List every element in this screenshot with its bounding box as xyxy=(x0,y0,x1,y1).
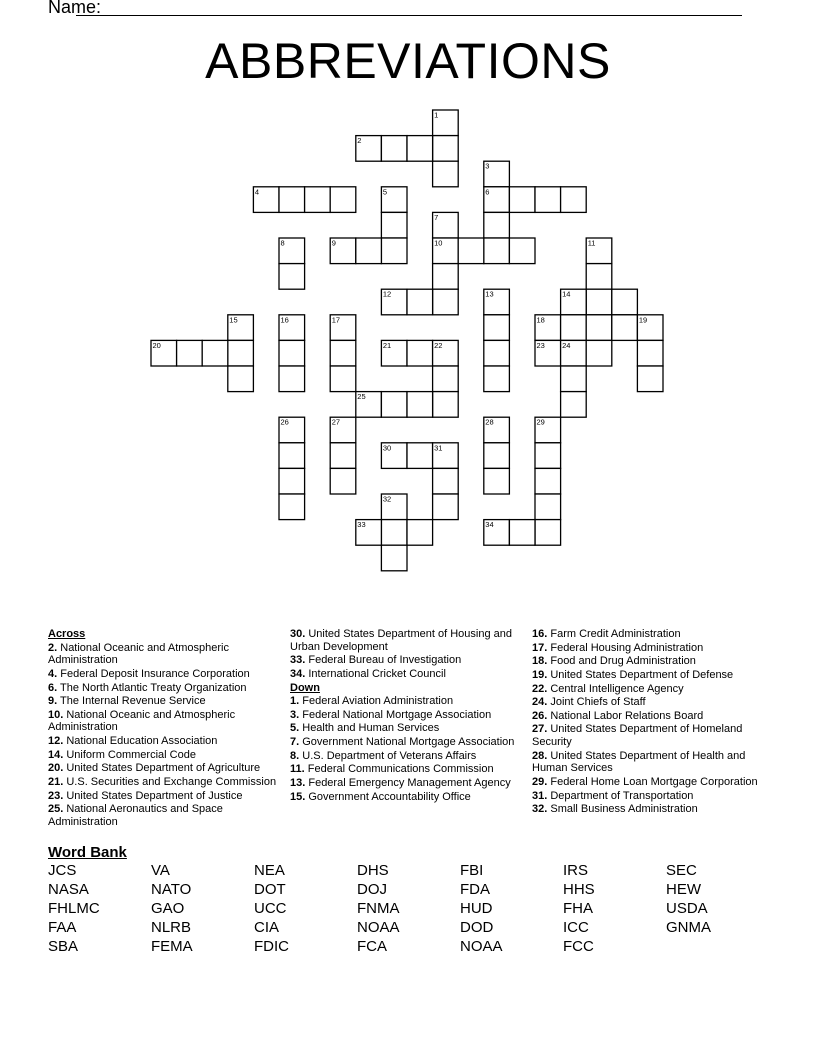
clue-item xyxy=(532,803,764,816)
grid-cell[interactable] xyxy=(561,392,587,418)
word-bank-title: Word Bank xyxy=(48,844,127,861)
grid-cell[interactable] xyxy=(279,366,305,392)
clue-item xyxy=(290,709,522,722)
word-bank-item: FHA xyxy=(563,900,593,917)
clue-text: United States Department of Agriculture xyxy=(63,762,261,775)
clue-number: 5. xyxy=(290,722,300,735)
grid-cell[interactable] xyxy=(381,545,407,571)
cell-number: 29 xyxy=(536,417,545,427)
grid-cell[interactable] xyxy=(407,340,433,366)
clue-text: Government Accountability Office xyxy=(305,790,471,803)
word-bank-item: FAA xyxy=(48,919,77,936)
word-bank-item: NLRB xyxy=(151,919,192,936)
page-title: ABBREVIATIONS xyxy=(205,33,611,89)
grid-cell[interactable] xyxy=(381,520,407,546)
clue-item xyxy=(48,682,280,695)
clue-number: 16. xyxy=(532,628,548,640)
word-bank-item: SBA xyxy=(48,938,79,955)
across-heading: Across xyxy=(48,628,86,640)
clue-text: National Oceanic and Atmospheric Administration xyxy=(48,708,236,734)
grid-cell[interactable] xyxy=(433,161,459,187)
clues-column-3 xyxy=(532,628,764,817)
grid-cell[interactable] xyxy=(484,340,510,366)
grid-cell[interactable] xyxy=(433,468,459,494)
grid-cell[interactable] xyxy=(177,340,203,366)
cell-number: 31 xyxy=(434,443,443,453)
clue-number: 26. xyxy=(532,709,548,722)
clue-text: Federal Housing Administration xyxy=(547,641,704,654)
grid-cell[interactable] xyxy=(484,315,510,341)
grid-cell[interactable] xyxy=(407,443,433,469)
clue-item xyxy=(48,735,280,748)
clue-item xyxy=(48,790,280,803)
clue-item xyxy=(290,722,522,735)
clue-number: 13. xyxy=(290,777,306,790)
grid-cell[interactable] xyxy=(433,494,459,520)
clue-item xyxy=(290,736,522,749)
clue-text: Federal Home Loan Mortgage Corporation xyxy=(547,776,758,789)
clue-number: 24. xyxy=(532,696,548,709)
clue-item xyxy=(532,628,764,641)
grid-cell[interactable] xyxy=(458,238,484,264)
grid-cell[interactable] xyxy=(484,468,510,494)
clue-item xyxy=(532,710,764,723)
word-bank-item: HUD xyxy=(460,900,493,917)
clue-item xyxy=(290,791,522,804)
word-bank-item: FCC xyxy=(563,938,594,955)
clue-text: International Cricket Council xyxy=(305,667,446,680)
clue-text: The Internal Revenue Service xyxy=(57,695,206,708)
down-clues-part-1 xyxy=(290,695,522,803)
cell-number: 17 xyxy=(331,315,341,325)
clue-number: 14. xyxy=(48,748,64,761)
clue-text: Federal National Mortgage Association xyxy=(299,708,492,721)
clue-number: 15. xyxy=(290,790,306,803)
cell-number: 10 xyxy=(434,238,443,248)
clue-item xyxy=(532,776,764,789)
clue-text: National Oceanic and Atmospheric Administration xyxy=(48,641,230,667)
clue-number: 25. xyxy=(48,803,64,816)
clue-text: U.S. Department of Veterans Affairs xyxy=(299,749,477,762)
word-bank-item: DOT xyxy=(254,881,286,898)
cell-number: 11 xyxy=(587,238,596,248)
clue-item xyxy=(532,790,764,803)
grid-cell[interactable] xyxy=(356,238,382,264)
cell-number: 6 xyxy=(485,187,490,197)
grid-cell[interactable] xyxy=(535,520,561,546)
grid-cell[interactable] xyxy=(407,136,433,162)
word-bank-item: GAO xyxy=(151,900,185,917)
clue-item xyxy=(532,750,764,775)
grid-cell[interactable] xyxy=(381,136,407,162)
clue-item xyxy=(48,668,280,681)
cell-number: 3 xyxy=(485,161,490,171)
grid-cell[interactable] xyxy=(535,494,561,520)
clue-text: Federal Aviation Administration xyxy=(299,695,454,708)
clue-item xyxy=(290,628,522,653)
clue-number: 21. xyxy=(48,776,64,789)
grid-cell[interactable] xyxy=(586,315,612,341)
name-label: Name: xyxy=(48,0,102,17)
grid-cell[interactable] xyxy=(484,212,510,238)
clue-text: United States Department of Housing and Urban Development xyxy=(290,628,512,653)
clue-text: The North Atlantic Treaty Organization xyxy=(57,681,247,694)
clue-number: 31. xyxy=(532,789,548,802)
word-bank-item: FDA xyxy=(460,881,490,898)
grid-cell[interactable] xyxy=(535,443,561,469)
clue-text: Joint Chiefs of Staff xyxy=(547,696,646,709)
grid-cell[interactable] xyxy=(509,187,535,213)
grid-cell[interactable] xyxy=(509,238,535,264)
clue-item xyxy=(532,642,764,655)
word-bank-item: HHS xyxy=(563,881,595,898)
grid-cell[interactable] xyxy=(561,187,587,213)
grid-cell[interactable] xyxy=(279,340,305,366)
grid-cell[interactable] xyxy=(330,340,356,366)
down-heading: Down xyxy=(290,681,320,694)
grid-cell[interactable] xyxy=(433,136,459,162)
grid-cell[interactable] xyxy=(279,443,305,469)
clue-item xyxy=(532,683,764,696)
clue-number: 6. xyxy=(48,681,58,694)
grid-cell[interactable] xyxy=(330,187,356,213)
word-bank-item: NOAA xyxy=(460,938,503,955)
clue-item xyxy=(290,777,522,790)
grid-cell[interactable] xyxy=(535,468,561,494)
grid-cell[interactable] xyxy=(279,494,305,520)
grid-cell[interactable] xyxy=(433,264,459,290)
cell-number: 20 xyxy=(152,340,161,350)
clues-column-1 xyxy=(48,628,280,830)
clue-number: 28. xyxy=(532,749,548,762)
across-clues-part-1 xyxy=(48,642,280,829)
word-bank-item: FBI xyxy=(460,862,484,879)
clue-text: United States Department of Justice xyxy=(63,789,243,802)
clue-text: National Education Association xyxy=(63,735,218,748)
grid-cell[interactable] xyxy=(228,340,254,366)
clue-text: Federal Deposit Insurance Corporation xyxy=(57,667,250,680)
word-bank-item: VA xyxy=(151,862,170,879)
grid-cell[interactable] xyxy=(305,187,331,213)
word-bank-item: NOAA xyxy=(357,919,400,936)
grid-cell[interactable] xyxy=(535,187,561,213)
word-bank-item: IRS xyxy=(563,862,589,879)
grid-cell[interactable] xyxy=(381,212,407,238)
cell-number: 8 xyxy=(280,238,285,248)
word-bank-item: ICC xyxy=(563,919,589,936)
word-bank-item: GNMA xyxy=(666,919,711,936)
grid-cell[interactable] xyxy=(509,520,535,546)
grid-cell[interactable] xyxy=(381,392,407,418)
word-bank-item: JCS xyxy=(48,862,77,879)
clue-item xyxy=(290,668,522,681)
clue-text: Government National Mortgage Association xyxy=(299,736,515,749)
grid-cell[interactable] xyxy=(330,366,356,392)
clue-item xyxy=(48,776,280,789)
grid-cell[interactable] xyxy=(433,392,459,418)
grid-cell[interactable] xyxy=(407,289,433,315)
word-bank-item: HEW xyxy=(666,881,701,898)
grid-cell[interactable] xyxy=(586,340,612,366)
cell-number: 33 xyxy=(357,520,366,530)
clue-text: Farm Credit Administration xyxy=(547,628,681,640)
grid-cell[interactable] xyxy=(279,468,305,494)
clue-text: United States Department of Homeland Security xyxy=(532,723,743,749)
word-bank-item: USDA xyxy=(666,900,708,917)
grid-cell[interactable] xyxy=(330,443,356,469)
word-bank-item: DOJ xyxy=(357,881,387,898)
clue-item xyxy=(290,763,522,776)
cell-number: 27 xyxy=(331,417,341,427)
cell-number: 30 xyxy=(382,443,392,453)
clues-column-2 xyxy=(290,628,522,804)
cell-number: 22 xyxy=(434,340,443,350)
clue-item xyxy=(532,696,764,709)
grid-cell[interactable] xyxy=(484,443,510,469)
clue-number: 8. xyxy=(290,749,300,762)
clue-number: 9. xyxy=(48,695,58,708)
grid-cell[interactable] xyxy=(202,340,228,366)
cell-number: 5 xyxy=(382,187,388,197)
clue-text: Health and Human Services xyxy=(299,722,440,735)
clue-number: 4. xyxy=(48,667,58,680)
word-bank-item: FNMA xyxy=(357,900,400,917)
grid-cell[interactable] xyxy=(330,468,356,494)
grid-cell[interactable] xyxy=(637,340,663,366)
clue-item xyxy=(532,655,764,668)
grid-cell[interactable] xyxy=(561,366,587,392)
clue-text: Food and Drug Administration xyxy=(547,655,696,668)
cell-number: 15 xyxy=(229,315,238,325)
word-bank-item: DOD xyxy=(460,919,494,936)
clue-number: 30. xyxy=(290,628,306,640)
word-bank-item: FHLMC xyxy=(48,900,100,917)
grid-cell[interactable] xyxy=(407,392,433,418)
clue-item xyxy=(532,669,764,682)
word-bank-item: NEA xyxy=(254,862,285,879)
cell-number: 12 xyxy=(382,289,392,299)
grid-cell[interactable] xyxy=(561,315,587,341)
grid-cell[interactable] xyxy=(381,238,407,264)
clue-number: 33. xyxy=(290,654,306,667)
clue-number: 20. xyxy=(48,762,64,775)
clue-text: United States Department of Defense xyxy=(547,668,734,681)
clue-text: Federal Communications Commission xyxy=(304,763,494,776)
clue-text: Department of Transportation xyxy=(547,789,694,802)
clue-text: Central Intelligence Agency xyxy=(547,682,684,695)
cell-number: 34 xyxy=(485,520,494,530)
word-bank-item: NASA xyxy=(48,881,89,898)
across-clues-part-2 xyxy=(290,628,522,681)
clue-item xyxy=(48,762,280,775)
clue-text: Federal Bureau of Investigation xyxy=(305,654,462,667)
clue-item xyxy=(48,803,280,828)
cell-number: 32 xyxy=(382,494,392,504)
clue-number: 29. xyxy=(532,776,548,789)
clue-number: 10. xyxy=(48,708,64,721)
clue-number: 12. xyxy=(48,735,64,748)
clue-number: 17. xyxy=(532,641,548,654)
grid-cell[interactable] xyxy=(484,238,510,264)
clue-text: National Aeronautics and Space Administration xyxy=(48,803,223,828)
clue-item xyxy=(48,642,280,667)
clue-item xyxy=(532,723,764,748)
grid-cell[interactable] xyxy=(586,289,612,315)
clue-text: Uniform Commercial Code xyxy=(63,748,196,761)
cell-number: 13 xyxy=(485,289,494,299)
cell-number: 19 xyxy=(638,315,648,325)
grid-cell[interactable] xyxy=(279,187,305,213)
word-bank-item: SEC xyxy=(666,862,697,879)
clue-text: Small Business Administration xyxy=(547,803,698,816)
clue-number: 7. xyxy=(290,736,300,749)
cell-number: 28 xyxy=(485,417,494,427)
cell-number: 7 xyxy=(434,212,439,222)
clue-number: 34. xyxy=(290,667,306,680)
grid-cell[interactable] xyxy=(433,366,459,392)
word-bank-item: NATO xyxy=(151,881,192,898)
cell-number: 2 xyxy=(357,136,362,146)
clue-number: 1. xyxy=(290,695,300,708)
clue-text: National Labor Relations Board xyxy=(547,709,704,722)
word-bank-item: UCC xyxy=(254,900,287,917)
grid-cell[interactable] xyxy=(484,366,510,392)
grid-cell[interactable] xyxy=(637,366,663,392)
cell-number: 9 xyxy=(331,238,336,248)
clue-text: United States Department of Health and Human Services xyxy=(532,749,746,775)
grid-cell[interactable] xyxy=(407,520,433,546)
cell-number: 4 xyxy=(254,187,260,197)
clue-number: 23. xyxy=(48,789,64,802)
clue-number: 3. xyxy=(290,708,300,721)
down-clues-part-2 xyxy=(532,628,764,816)
cell-number: 23 xyxy=(536,340,545,350)
clue-item xyxy=(48,709,280,734)
clue-number: 19. xyxy=(532,668,548,681)
grid-cell[interactable] xyxy=(279,264,305,290)
grid-cell[interactable] xyxy=(612,289,638,315)
clue-item xyxy=(290,695,522,708)
clue-item xyxy=(290,750,522,763)
cell-number: 1 xyxy=(434,110,439,120)
word-bank-item: CIA xyxy=(254,919,280,936)
clue-number: 32. xyxy=(532,803,548,816)
word-bank-item: FDIC xyxy=(254,938,289,955)
cell-number: 25 xyxy=(357,392,366,402)
grid-cell[interactable] xyxy=(228,366,254,392)
cell-number: 14 xyxy=(562,289,571,299)
clue-number: 22. xyxy=(532,682,548,695)
clue-number: 18. xyxy=(532,655,548,668)
clue-item xyxy=(290,654,522,667)
clue-text: U.S. Securities and Exchange Commission xyxy=(63,776,277,789)
cell-number: 21 xyxy=(382,340,392,350)
word-bank-item: FCA xyxy=(357,938,387,955)
grid-cell[interactable] xyxy=(433,289,459,315)
clue-text: Federal Emergency Management Agency xyxy=(305,777,511,790)
clue-item xyxy=(48,749,280,762)
word-bank-item: FEMA xyxy=(151,938,193,955)
grid-cell[interactable] xyxy=(586,264,612,290)
cell-number: 26 xyxy=(280,417,289,427)
cell-number: 16 xyxy=(280,315,289,325)
cell-number: 18 xyxy=(536,315,545,325)
clue-number: 11. xyxy=(290,763,305,776)
clue-number: 2. xyxy=(48,641,58,654)
cell-number: 24 xyxy=(562,340,571,350)
clue-item xyxy=(48,695,280,708)
clue-number: 27. xyxy=(532,723,548,736)
word-bank-item: DHS xyxy=(357,862,389,879)
grid-cell[interactable] xyxy=(612,315,638,341)
